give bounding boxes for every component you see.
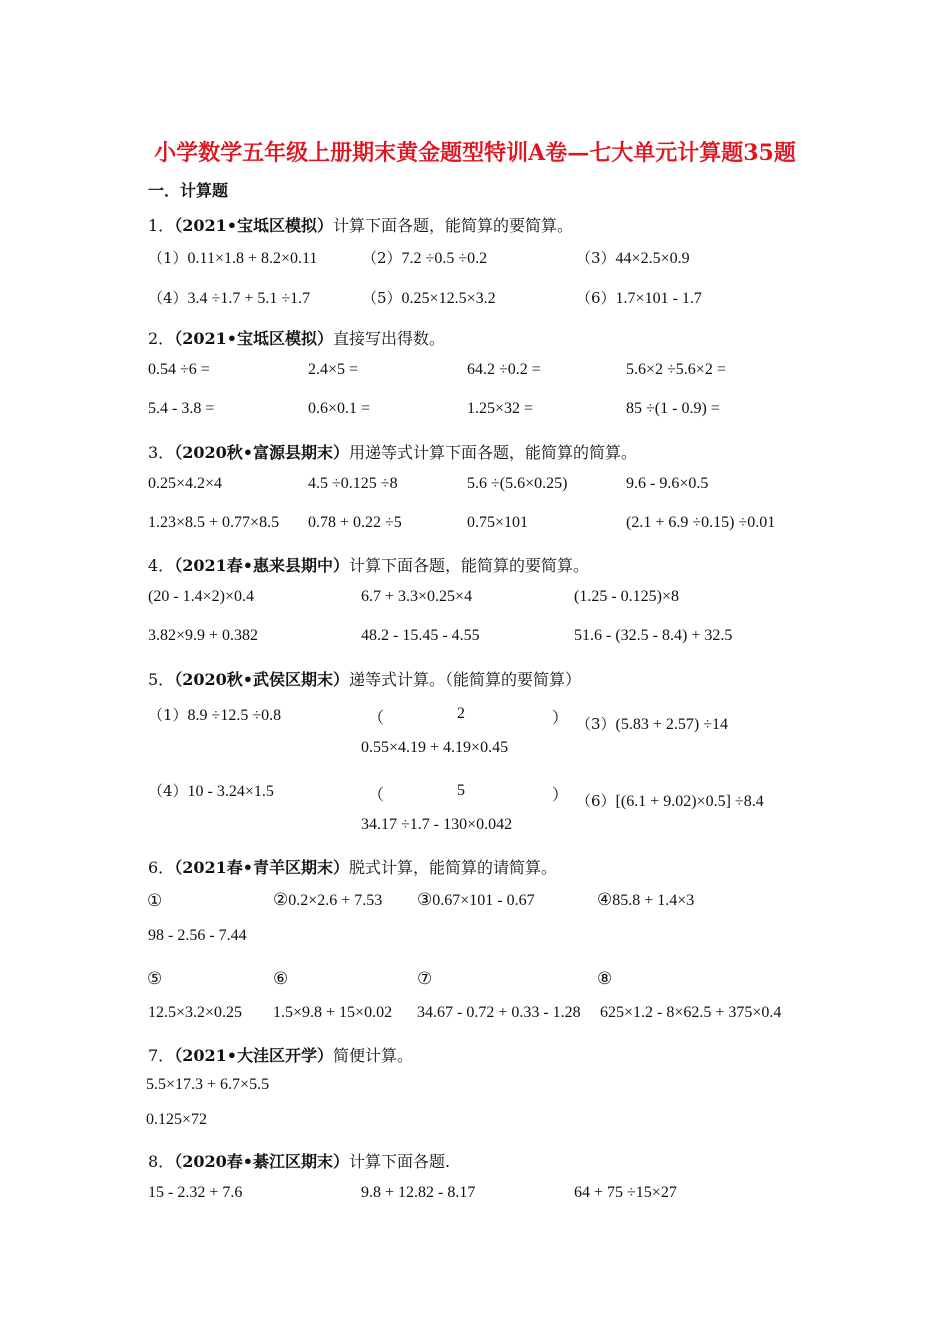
q7-item-1: 5.5×17.3 + 6.7×5.5 [146,1076,270,1093]
q3-item-4: 9.6 - 9.6×0.5 [626,475,709,492]
q6-item-1: 98 - 2.56 - 7.44 [148,927,247,944]
q3-item-7: 0.75×101 [467,514,529,531]
q4-item-4: 3.82×9.9 + 0.382 [148,627,259,644]
section-heading: 一．计算题 [148,181,229,200]
q5-item-2-close-paren: ） [552,710,569,727]
q4-item-1: (20 - 1.4×2)×0.4 [148,588,255,605]
q4-item-2: 6.7 + 3.3×0.25×4 [361,588,473,605]
q3-item-1: 0.25×4.2×4 [148,475,223,492]
q4-item-6: 51.6 - (32.5 - 8.4) + 32.5 [574,627,733,644]
q1-item-4: （4）3.4 ÷1.7 + 5.1 ÷1.7 [148,289,311,307]
q1-item-3: （3）44×2.5×0.9 [576,249,690,267]
q6-item-6-label: ⑥ [273,969,289,989]
question-6-header: 6．（2021春•青羊区期末）脱式计算，能简算的请简算。 [148,858,557,877]
q5-item-2-number: 2 [457,705,465,722]
question-1-header: 1．（2021•宝坻区模拟）计算下面各题，能简算的要简算。 [148,216,573,235]
question-5-header: 5．（2020秋•武侯区期末）递等式计算。（能简算的要简算） [148,670,581,689]
q5-item-1: （1）8.9 ÷12.5 ÷0.8 [148,706,282,724]
q3-item-2: 4.5 ÷0.125 ÷8 [308,475,398,492]
q2-item-2: 2.4×5 = [308,361,359,378]
q2-item-1: 0.54 ÷6 = [148,361,210,378]
q3-item-6: 0.78 + 0.22 ÷5 [308,514,402,531]
q3-item-8: (2.1 + 6.9 ÷0.15) ÷0.01 [626,514,776,531]
q2-item-5: 5.4 - 3.8 = [148,400,215,417]
question-2-header: 2．（2021•宝坻区模拟）直接写出得数。 [148,329,445,348]
q5-item-5-open-paren: （ [368,787,385,804]
question-3-header: 3．（2020秋•富源县期末）用递等式计算下面各题，能简算的简算。 [148,443,637,462]
q1-item-5: （5）0.25×12.5×3.2 [362,289,496,307]
q3-item-3: 5.6 ÷(5.6×0.25) [467,475,568,492]
q5-item-3: （3）(5.83 + 2.57) ÷14 [576,715,729,733]
q2-item-8: 85 ÷(1 - 0.9) = [626,400,720,417]
question-7-header: 7．（2021•大洼区开学）简便计算。 [148,1046,413,1065]
q2-item-7: 1.25×32 = [467,400,534,417]
page-title: 小学数学五年级上册期末黄金题型特训A卷—七大单元计算题35题 [154,140,796,166]
q5-item-2: 0.55×4.19 + 4.19×0.45 [361,739,509,756]
q8-item-2: 9.8 + 12.82 - 8.17 [361,1184,476,1201]
q6-item-5: 12.5×3.2×0.25 [148,1004,243,1021]
q6-item-3: ③0.67×101 - 0.67 [417,890,535,910]
q5-item-5-close-paren: ） [552,787,569,804]
q4-item-5: 48.2 - 15.45 - 4.55 [361,627,480,644]
q6-item-7: 34.67 - 0.72 + 0.33 - 1.28 [417,1004,581,1021]
q6-item-6: 1.5×9.8 + 15×0.02 [273,1004,393,1021]
q6-item-1-label: ① [147,891,163,911]
q6-item-8: 625×1.2 - 8×62.5 + 375×0.4 [600,1004,782,1021]
q5-item-4: （4）10 - 3.24×1.5 [148,782,274,800]
question-4-header: 4．（2021春•惠来县期中）计算下面各题，能简算的要简算。 [148,556,589,575]
q2-item-4: 5.6×2 ÷5.6×2 = [626,361,726,378]
q2-item-6: 0.6×0.1 = [308,400,371,417]
q6-item-8-label: ⑧ [597,969,613,989]
q8-item-3: 64 + 75 ÷15×27 [574,1184,677,1201]
q5-item-6: （6）[(6.1 + 9.02)×0.5] ÷8.4 [576,792,764,810]
q2-item-3: 64.2 ÷0.2 = [467,361,541,378]
q7-item-2: 0.125×72 [146,1111,208,1128]
q5-item-5-number: 5 [457,782,465,799]
q1-item-6: （6）1.7×101 - 1.7 [576,289,702,307]
q8-item-1: 15 - 2.32 + 7.6 [148,1184,243,1201]
q6-item-4: ④85.8 + 1.4×3 [597,890,695,910]
q6-item-5-label: ⑤ [147,969,163,989]
question-8-header: 8．（2020春•綦江区期末）计算下面各题. [148,1152,451,1171]
q4-item-3: (1.25 - 0.125)×8 [574,588,680,605]
q6-item-7-label: ⑦ [417,969,433,989]
q3-item-5: 1.23×8.5 + 0.77×8.5 [148,514,280,531]
q6-item-2: ②0.2×2.6 + 7.53 [273,890,383,910]
q5-item-2-open-paren: （ [368,710,385,727]
q1-item-1: （1）0.11×1.8 + 8.2×0.11 [148,249,318,267]
q1-item-2: （2）7.2 ÷0.5 ÷0.2 [362,249,488,267]
q5-item-5: 34.17 ÷1.7 - 130×0.042 [361,816,513,833]
